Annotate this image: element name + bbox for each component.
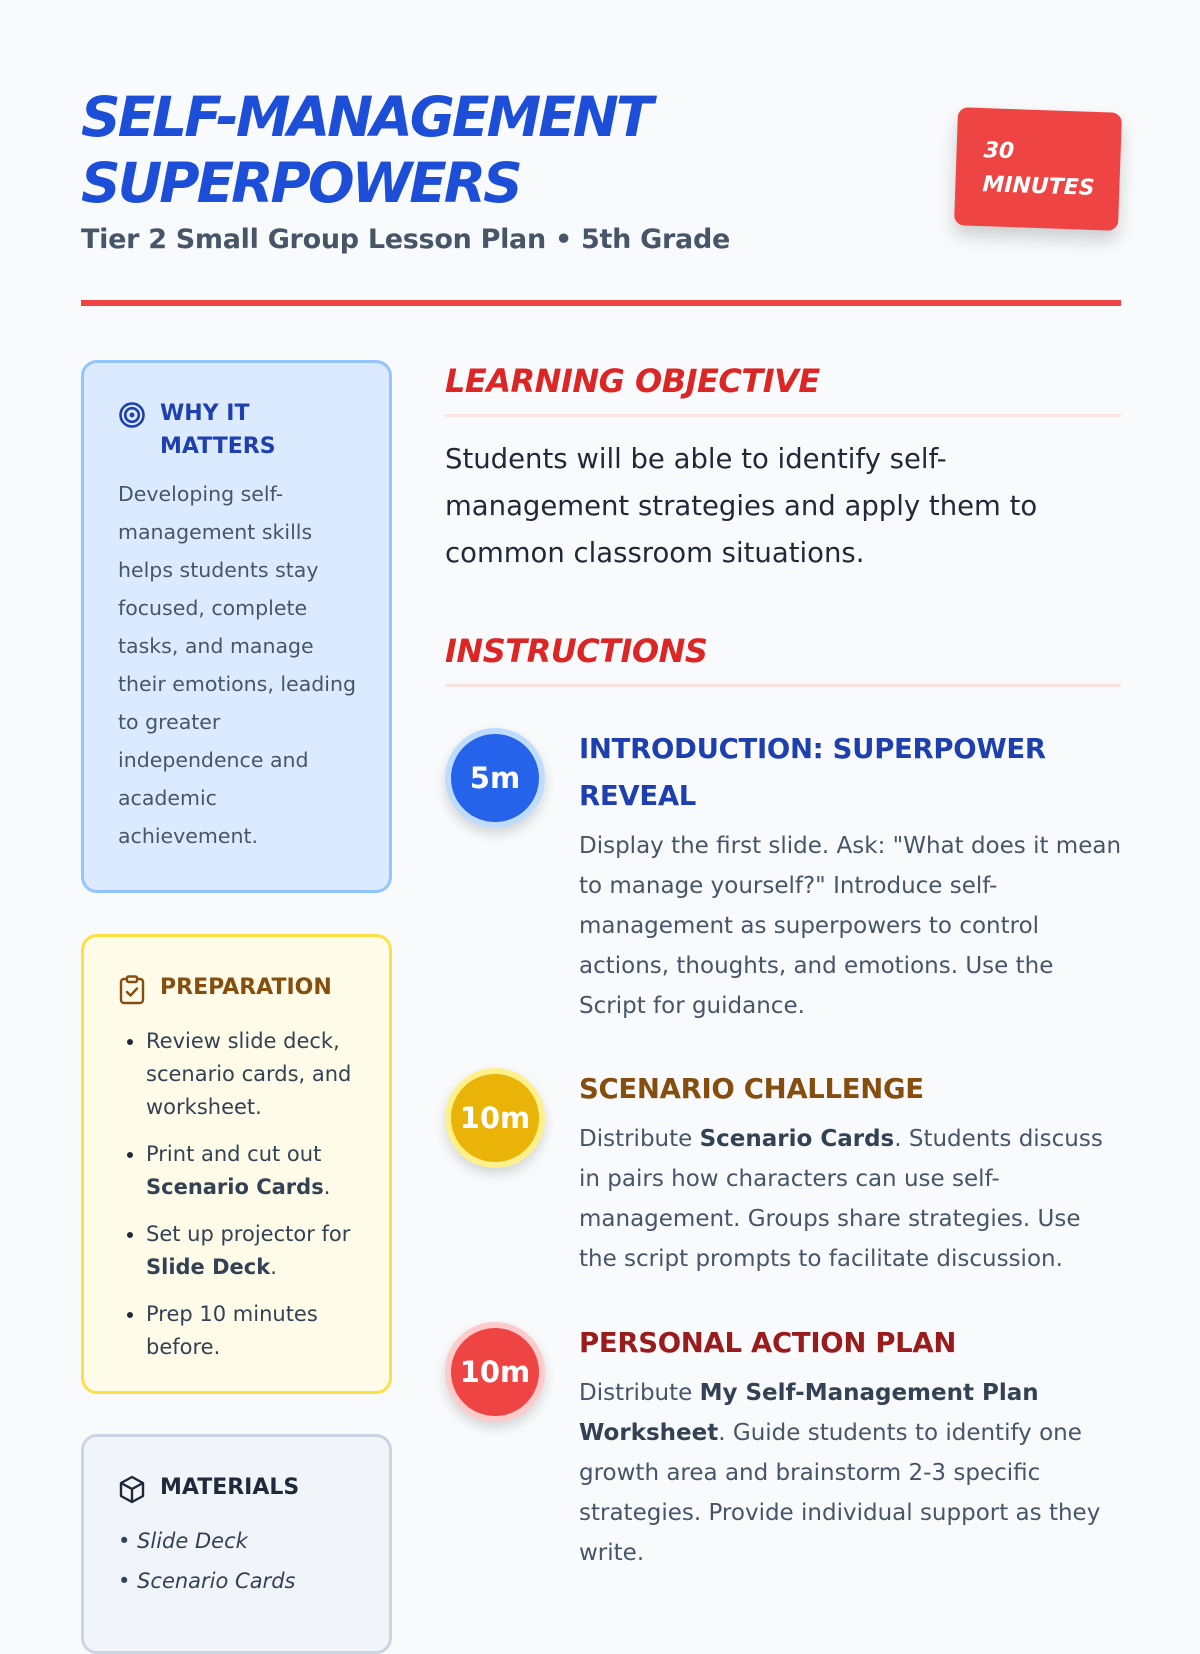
step-title: SCENARIO CHALLENGE <box>579 1073 924 1105</box>
step-time-badge: 10m <box>445 1322 545 1422</box>
preparation-card <box>81 934 392 1394</box>
materials-list <box>118 1521 357 1601</box>
step-text <box>579 1119 1124 1279</box>
step-text-emphasis: My Self-Management Plan Worksheet <box>579 1380 1039 1446</box>
preparation-item-text: Print and cut out <box>146 1142 322 1166</box>
why-it-matters-text: Developing self-management skills helps students stay focused, complete tasks, and manage their emotions, leading to greater independence and academic achievement. <box>118 482 356 848</box>
step-text-end: . Guide students to identify one growth area and brainstorm 2-3 specific strategies. Provide individual support as they write. <box>579 1420 1101 1566</box>
step-text-end: . Students discuss in pairs how characters can use self-management. Groups share strategies. Use the script prompts to facilitate discussion. <box>579 1126 1103 1272</box>
step-title: PERSONAL ACTION PLAN <box>579 1327 957 1359</box>
instructions-heading: INSTRUCTIONS <box>445 632 1121 687</box>
header-divider <box>81 300 1121 306</box>
preparation-item-text: Set up projector for <box>146 1222 351 1246</box>
preparation-item-text-end: . <box>323 1175 331 1199</box>
materials-title: MATERIALS <box>160 1475 300 1500</box>
preparation-item-text: Review slide deck, scenario cards, and worksheet. <box>146 1029 352 1119</box>
step-body <box>579 726 1124 1026</box>
why-it-matters-title: WHY IT MATTERS <box>160 401 276 459</box>
preparation-title: PREPARATION <box>160 975 332 1000</box>
materials-card <box>81 1434 392 1654</box>
materials-header <box>118 1471 357 1509</box>
preparation-item-text: Prep 10 minutes before. <box>146 1302 318 1359</box>
clipboard-check-icon <box>118 971 146 1009</box>
why-it-matters-header <box>118 397 357 463</box>
step-time-badge: 5m <box>445 728 545 828</box>
preparation-item-text-end: . <box>270 1255 277 1279</box>
preparation-item <box>146 1025 357 1124</box>
preparation-header <box>118 971 357 1009</box>
why-it-matters-card <box>81 360 392 893</box>
preparation-item <box>146 1138 357 1204</box>
step-text <box>579 1373 1124 1573</box>
duration-badge <box>954 107 1122 231</box>
box-icon <box>118 1471 146 1509</box>
preparation-list <box>118 1025 357 1364</box>
step-body <box>579 1066 1124 1279</box>
title-line-2: SUPERPOWERS <box>81 151 520 215</box>
step-text-start: Distribute <box>579 1380 700 1406</box>
page-title <box>81 84 781 216</box>
learning-objective-heading: LEARNING OBJECTIVE <box>445 362 1121 417</box>
step-time-badge: 10m <box>445 1068 545 1168</box>
title-line-1: SELF-MANAGEMENT <box>81 85 651 149</box>
duration-badge-number: 30 <box>983 138 1015 165</box>
step-body <box>579 1320 1124 1573</box>
duration-badge-unit: MINUTES <box>981 172 1096 201</box>
preparation-item-emphasis: Scenario Cards <box>146 1175 324 1199</box>
step-text-emphasis: Scenario Cards <box>699 1126 895 1152</box>
page-subtitle: Tier 2 Small Group Lesson Plan • 5th Grade <box>81 224 730 255</box>
step-text-start: Distribute <box>579 1126 700 1152</box>
target-icon <box>118 397 146 433</box>
step-text: Display the first slide. Ask: "What does it mean to manage yourself?" Introduce self-management as superpowers to control actions, thoughts, and emotions. Use the Script for guidance. <box>579 833 1122 1019</box>
preparation-item <box>146 1298 357 1364</box>
preparation-item <box>146 1218 357 1284</box>
materials-item: • Scenario Cards <box>118 1569 296 1593</box>
learning-objective-text: Students will be able to identify self-management strategies and apply them to common classroom situations. <box>445 443 1038 569</box>
materials-item: • Slide Deck <box>118 1529 248 1553</box>
preparation-item-emphasis: Slide Deck <box>146 1255 271 1279</box>
step-title: INTRODUCTION: SUPERPOWER REVEAL <box>579 733 1046 812</box>
